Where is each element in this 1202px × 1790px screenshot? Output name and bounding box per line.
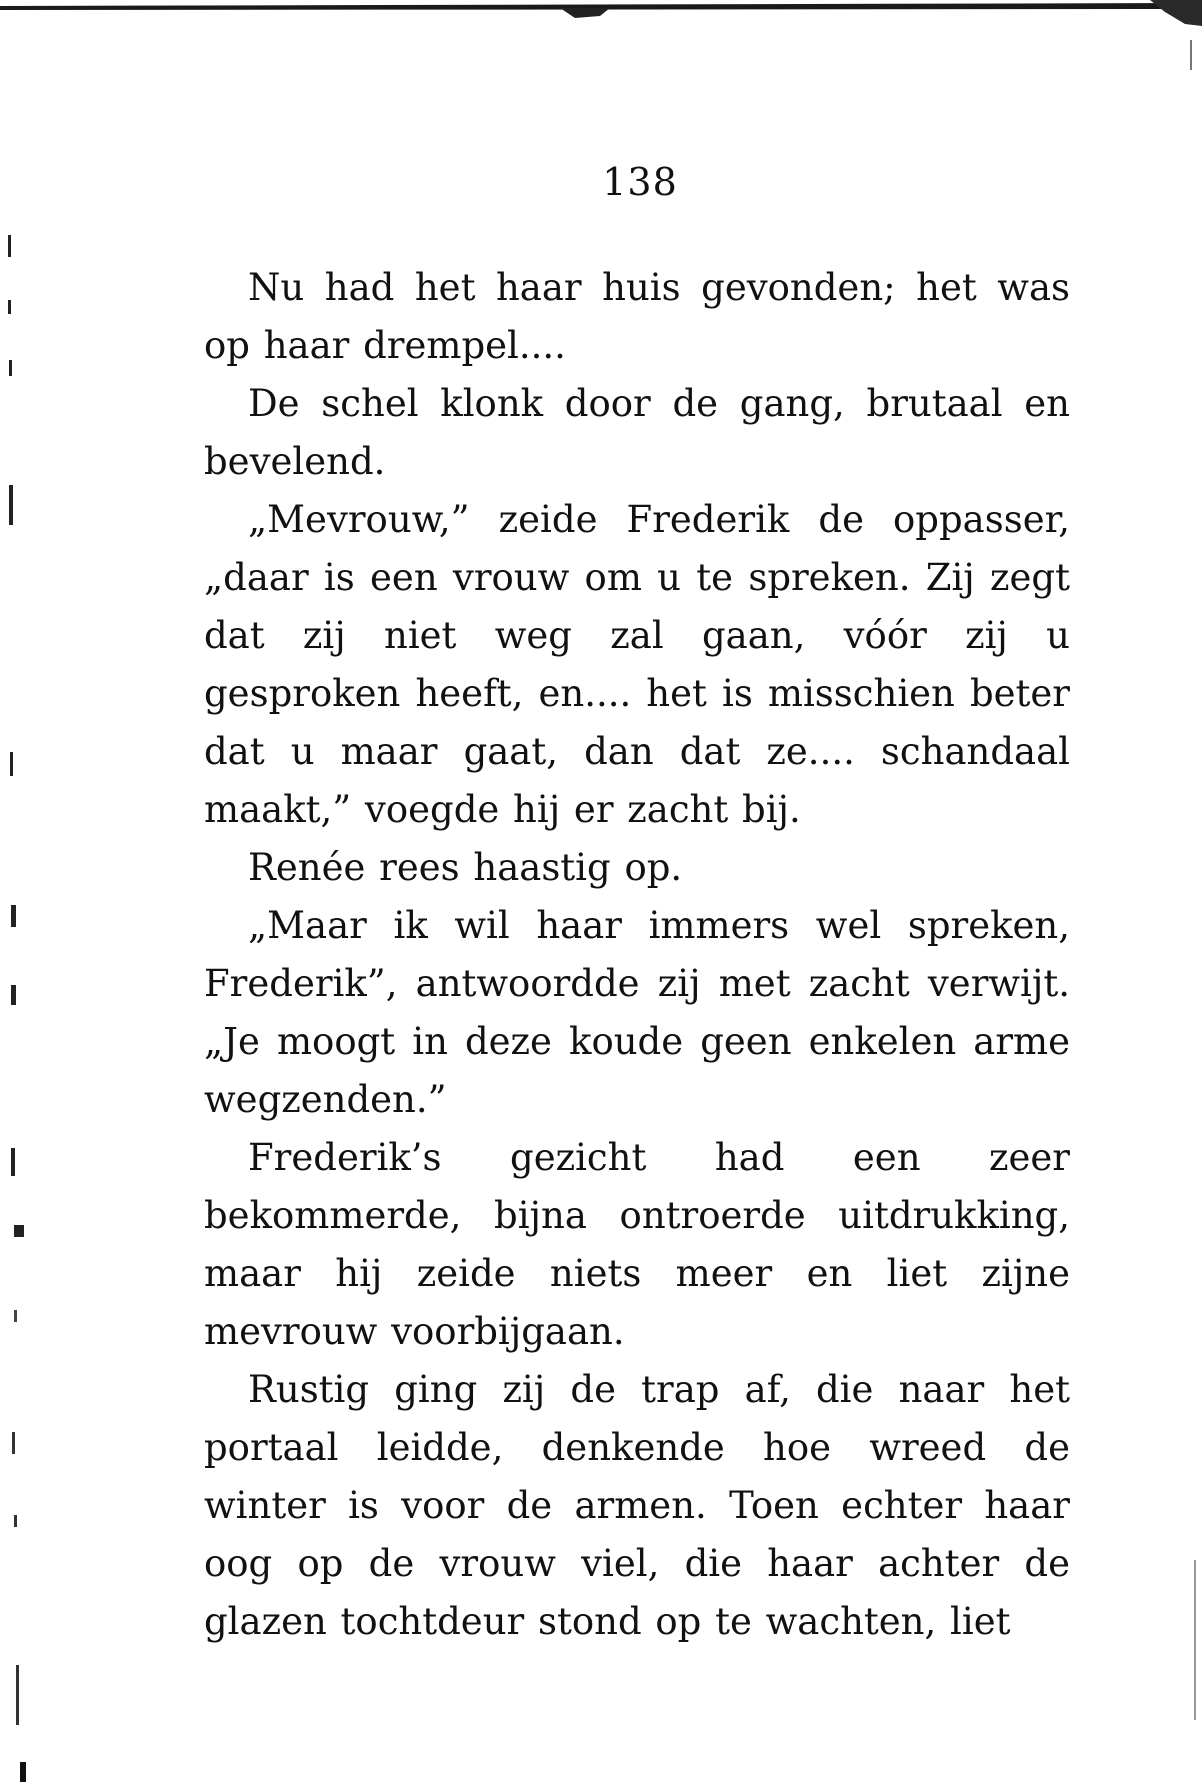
paragraph: „Mevrouw,” zeide Frederik de oppasser, „daar is een vrouw om u te spreken. Zij zegt dat zij niet weg zal gaan, vóór zij u gesproken heeft, en.... het is misschien beter dat u maar gaat, dan dat ze.... schandaal maakt,” voegde hij er zacht bij.: [204, 498, 1070, 831]
scan-right-edge: [1180, 0, 1202, 1790]
body-text: [204, 259, 1070, 1651]
paragraph: De schel klonk door de gang, brutaal en bevelend.: [204, 382, 1070, 483]
paragraph: Renée rees haastig op.: [248, 846, 683, 889]
scan-left-edge: [0, 0, 40, 1790]
paragraph: „Maar ik wil haar immers wel spreken, Frederik”, antwoordde zij met zacht verwijt. „Je moogt in deze koude geen enkelen arme wegzenden.”: [204, 904, 1070, 1121]
paragraph: Frederik’s gezicht had een zeer bekommerde, bijna ontroerde uitdrukking, maar hij zeide niets meer en liet zijne mevrouw voorbijgaan.: [204, 1136, 1070, 1353]
page-number: 138: [602, 160, 678, 204]
paragraph: Rustig ging zij de trap af, die naar het portaal leidde, denkende hoe wreed de winter is voor de armen. Toen echter haar oog op de vrouw viel, die haar achter de glazen tochtdeur stond op te wachten, liet: [204, 1368, 1070, 1643]
scan-top-edge: [0, 0, 1202, 26]
paragraph: Nu had het haar huis gevonden; het was op haar drempel....: [204, 266, 1070, 367]
